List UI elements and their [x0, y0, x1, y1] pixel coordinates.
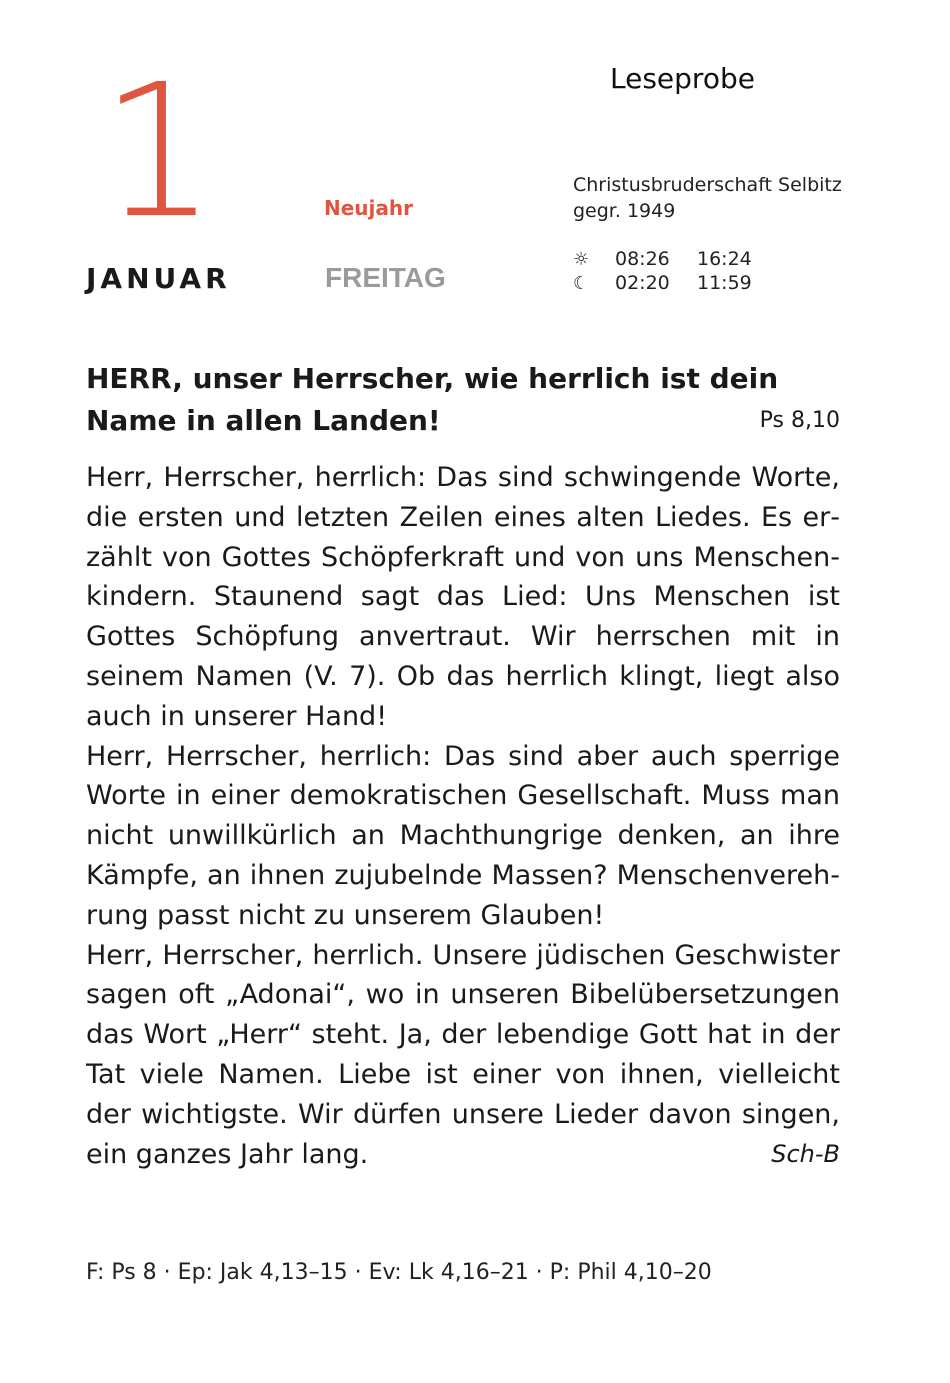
moonset-time: 11:59 [697, 272, 752, 294]
month-name: JANUAR [86, 262, 231, 295]
bible-readings: F: Ps 8 · Ep: Jak 4,13–15 · Ev: Lk 4,16–21 · P: Phil 4,10–20 [86, 1260, 712, 1285]
bible-verse [86, 358, 840, 442]
sunrise-time: 08:26 [615, 248, 670, 270]
weekday-name: FREITAG [325, 262, 446, 293]
leseprobe-label: Leseprobe [610, 62, 755, 95]
sun-moon-times [573, 247, 752, 295]
sun-times-row [573, 247, 752, 271]
organization-founded: gegr. 1949 [573, 200, 676, 222]
devotion-paragraph: Herr, Herrscher, herrlich: Das sind schwingende Worte, die ersten und letzten Zeilen eines alten Liedes. Es erzählt von Gottes Schöpferkraft und von uns Menschenkindern. Staunend sagt das Lied: Uns Menschen ist Gottes Schöpfung anvertraut. Wir herrschen mit in seinem Namen (V. 7). Ob das herrlich klingt, liegt also auch in unserer Hand! [86, 462, 840, 732]
devotion-paragraph-text: Herr, Herrscher, herrlich. Unsere jüdischen Geschwister sagen oft „Adonai“, wo in unseren Bibelübersetzungen das Wort „Herr“ steht. Ja, der lebendige Gott hat in der Tat viele Namen. Liebe ist einer von ihnen, vielleicht der wichtigste. Wir dürfen unsere Lieder davon singen, ein ganzes Jahr lang. [86, 939, 840, 1170]
organization [573, 172, 842, 224]
devotion-paragraph [86, 936, 840, 1175]
sun-icon: ☼ [573, 248, 590, 270]
moonrise-time: 02:20 [615, 272, 670, 294]
moon-icon: ☾ [573, 272, 590, 294]
holiday-name: Neujahr [324, 196, 413, 220]
devotion-paragraph: Herr, Herrscher, herrlich: Das sind aber auch sperrige Worte in einer demokratischen Gesellschaft. Muss man nicht unwillkürlich an Machthungrige denken, an ihre Kämpfe, an ihnen zujubelnde Massen? Menschenverehrung passt nicht zu unserem Glauben! [86, 740, 840, 931]
organization-name: Christusbruderschaft Selbitz [573, 174, 842, 196]
author-initials: Sch-B [771, 1139, 840, 1168]
sunset-time: 16:24 [697, 248, 752, 270]
moon-times-row [573, 271, 752, 295]
day-number: 1 [100, 45, 218, 259]
verse-text: HERR, unser Herrscher, wie herrlich ist dein Name in allen Landen! [86, 362, 779, 437]
verse-reference: Ps 8,10 [759, 408, 840, 433]
devotion-text [86, 458, 840, 1174]
